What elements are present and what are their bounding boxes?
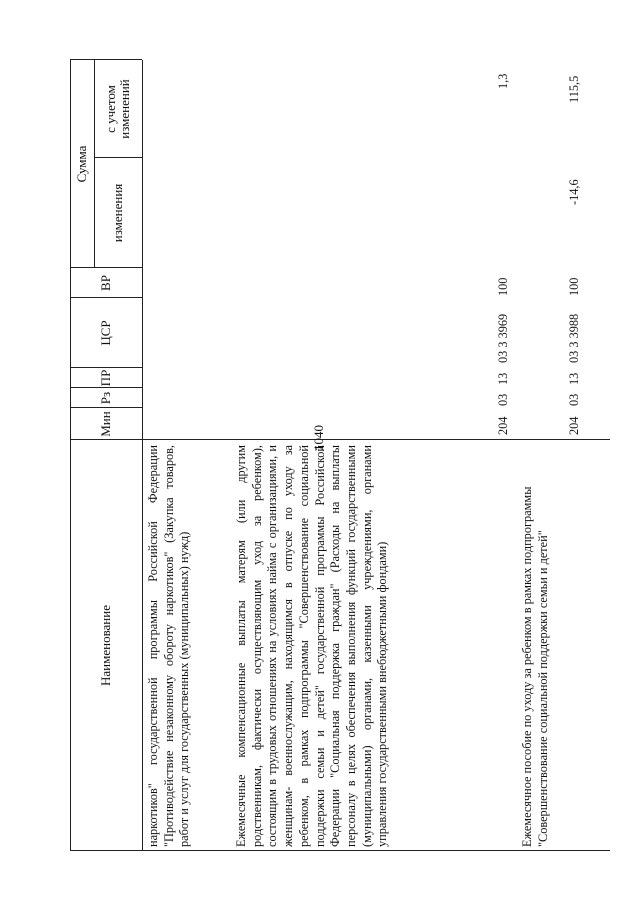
row-2-line-11: Российской Федерации "Социальная [312, 444, 343, 847]
row-2-line-13: персоналу в целях обеспечения выполнения [343, 601, 358, 847]
header-summa: Сумма [74, 145, 89, 183]
header-rz: Рз [98, 391, 113, 405]
row-1-name [146, 445, 193, 847]
row-1-line-3: незаконному обороту наркотиков" (Закупка [161, 497, 176, 742]
row-1-line-5: (муниципальных) нужд) [177, 531, 192, 660]
col-border-1 [70, 439, 610, 440]
row-2-line-7: военнослужащим, находящимся в отпуске по [281, 507, 296, 776]
row-3-izmeneniya: -14,6 [567, 179, 581, 205]
page-number: 1040 [311, 425, 326, 451]
row-2-line-2: матерям (или другим родственникам, [234, 445, 264, 847]
row-2-line-15: (муниципальными) органами, казенными [359, 605, 374, 847]
row-3-line-1: Ежемесячное пособие по уходу за ребенком в [520, 607, 534, 847]
row-2-line-3: фактически осуществляющим уход за [249, 515, 264, 751]
row-3-csr: 03 3 3988 [567, 313, 581, 363]
row-3-rz: 03 [567, 393, 581, 406]
row-3-line-3: социальной поддержки семьи и детей" [535, 530, 550, 734]
row-2-line-4: ребенком), состоящим в трудовых [249, 444, 280, 847]
row-2-line-17: государственными внебюджетными фондами) [375, 541, 390, 784]
row-2-min: 204 [496, 416, 510, 435]
header-name: Наименование [98, 605, 113, 686]
row-1-line-4: товаров, работ и услуг для государственных [161, 445, 192, 847]
row-2-line-5: отношениях на условиях найма с [265, 542, 280, 721]
row-2-line-9: "Совершенствование социальной поддержки [296, 444, 327, 847]
row-2-line-10: семьи и детей" государственной программы [312, 516, 327, 779]
row-3-pr: 13 [567, 372, 581, 385]
header-s-uchetom: с учетом изменений [103, 79, 132, 139]
header-pr: ПР [98, 369, 113, 387]
row-2-csr: 03 3 3969 [496, 313, 510, 363]
row-2-line-8: уходу за ребенком, в рамках подпрограммы [281, 444, 311, 847]
row-1-line-1: наркотиков" государственной программы [146, 599, 160, 847]
header-min: Мин [98, 411, 113, 437]
row-2-rz: 03 [496, 393, 510, 406]
row-2-name [234, 445, 391, 847]
row-2-line-16: учреждениями, органами управления [359, 444, 390, 847]
row-2-line-12: поддержка граждан" (Расходы на выплаты [328, 444, 343, 700]
header-izmeneniya: изменения [110, 183, 125, 243]
header-vr: ВР [98, 275, 113, 291]
header-bottom-border [142, 60, 143, 851]
row-2-vr: 100 [496, 277, 510, 296]
rotated-page [70, 60, 610, 851]
col-border-0 [70, 850, 610, 851]
row-3-name [520, 445, 551, 847]
header-csr: ЦСР [98, 320, 113, 346]
row-3-line-2: рамках подпрограммы "Совершенствование [520, 486, 550, 847]
row-3-min: 204 [567, 416, 581, 435]
row-3-s-uchetom: 115,5 [567, 75, 581, 103]
row-1-line-2: Российской Федерации "Противодействие [146, 444, 176, 847]
row-3-vr: 100 [567, 277, 581, 296]
row-2-pr: 13 [496, 372, 510, 385]
row-2-line-1: Ежемесячные компенсационные выплаты [234, 600, 248, 847]
row-2-line-6: организациями, и женщинам- [265, 445, 296, 847]
row-2-line-14: функций государственными [343, 444, 358, 596]
row-2-s-uchetom: 1,3 [496, 73, 510, 89]
